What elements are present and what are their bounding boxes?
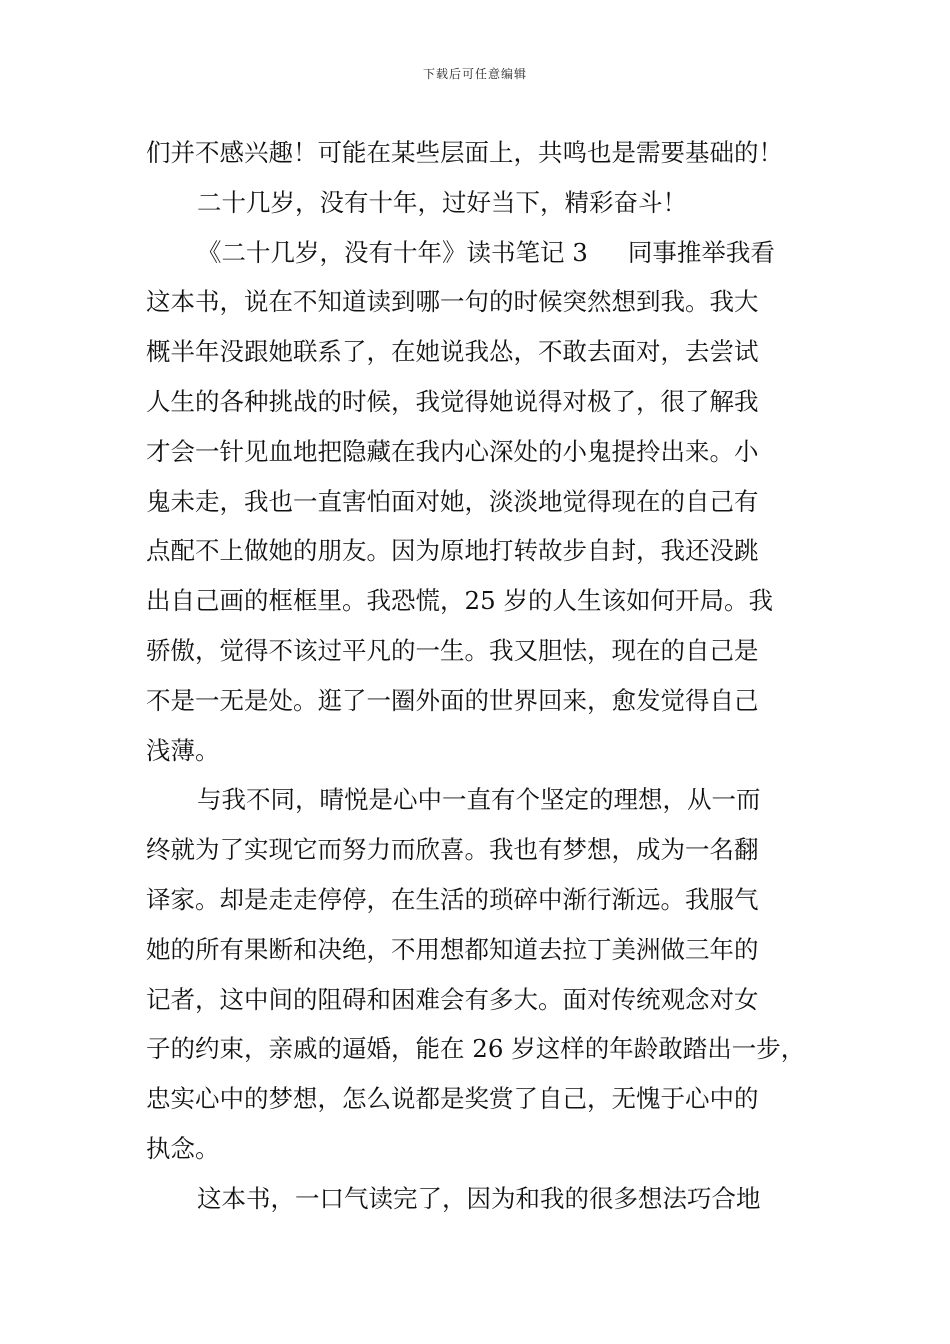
text-line: 们并不感兴趣！可能在某些层面上，共鸣也是需要基础的！ (146, 138, 783, 167)
text-line: 与我不同，晴悦是心中一直有个坚定的理想，从一而 (197, 785, 761, 815)
text-line (146, 228, 816, 278)
text-line: 骄傲，觉得不该过平凡的一生。我又胆怯，现在的自己是 (146, 635, 759, 665)
text-line: 忠实心中的梦想，怎么说都是奖赏了自己，无愧于心中的 (146, 1084, 759, 1114)
text-line: 才会一针见血地把隐藏在我内心深处的小鬼提拎出来。小 (146, 436, 759, 466)
text-line: 不是一无是处。逛了一圈外面的世界回来，愈发觉得自己 (146, 685, 759, 715)
text-line: 鬼未走，我也一直害怕面对她，淡淡地觉得现在的自己有 (146, 486, 759, 516)
text-line-fragment: 同事推举我看 (627, 237, 775, 267)
header-note: 下载后可任意编辑 (422, 67, 527, 81)
text-line: 译家。却是走走停停，在生活的琐碎中渐行渐远。我服气 (146, 884, 759, 914)
text-line: 子的约束，亲戚的逼婚，能在 26 岁这样的年龄敢踏出一步， (146, 1034, 806, 1064)
text-line: 人生的各种挑战的时候，我觉得她说得对极了，很了解我 (146, 386, 759, 416)
text-line: 终就为了实现它而努力而欣喜。我也有梦想，成为一名翻 (146, 835, 759, 865)
text-line: 执念。 (146, 1133, 220, 1163)
document-body (146, 128, 816, 1224)
section-heading: 《二十几岁，没有十年》读书笔记 3 (197, 237, 588, 267)
text-line: 她的所有果断和决绝，不用想都知道去拉丁美洲做三年的 (146, 934, 759, 964)
text-line: 概半年没跟她联系了，在她说我怂，不敢去面对，去尝试 (146, 337, 759, 367)
text-line: 记者，这中间的阻碍和困难会有多大。面对传统观念对女 (146, 984, 759, 1014)
text-line: 这本书，说在不知道读到哪一句的时候突然想到我。我大 (146, 287, 759, 317)
text-line: 浅薄。 (146, 735, 220, 765)
text-line: 二十几岁，没有十年，过好当下，精彩奋斗！ (197, 187, 687, 217)
text-line: 这本书，一口气读完了，因为和我的很多想法巧合地 (197, 1183, 761, 1213)
text-line: 点配不上做她的朋友。因为原地打转故步自封，我还没跳 (146, 536, 759, 566)
text-line: 出自己画的框框里。我恐慌，25 岁的人生该如何开局。我 (146, 586, 773, 616)
